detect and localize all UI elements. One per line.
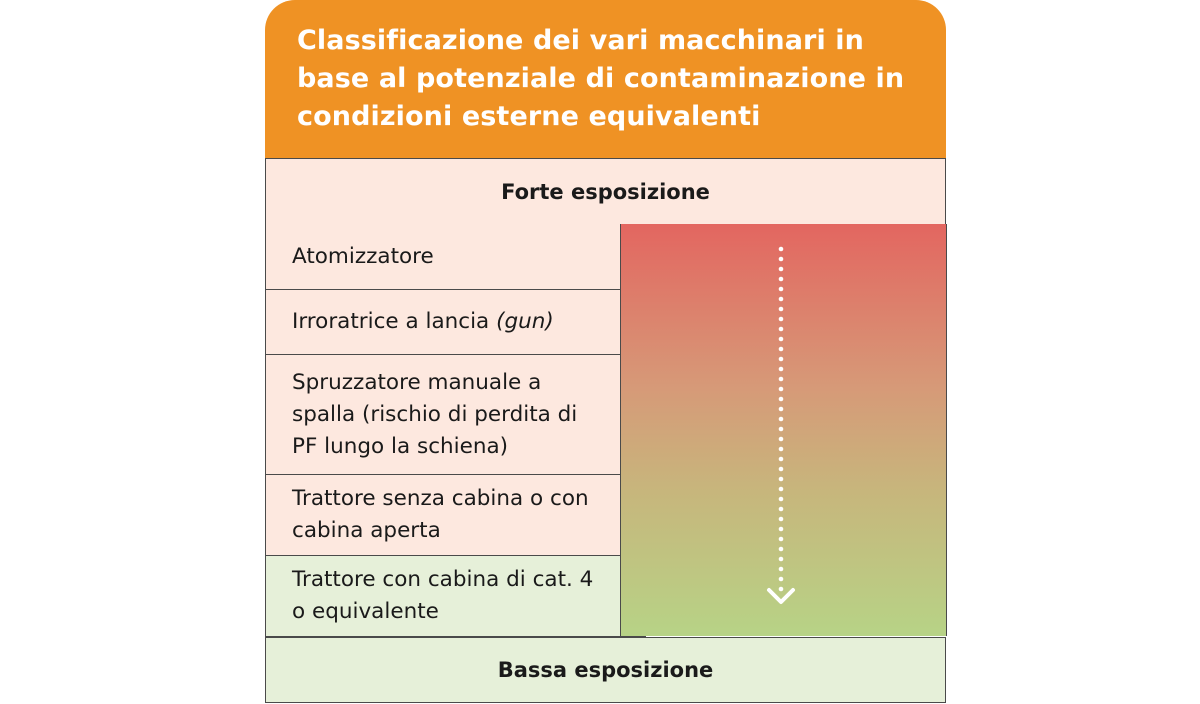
exposure-gradient-panel (620, 224, 947, 636)
card-title: Classificazione dei vari macchinari in base al potenziale di contaminazione in condizioni esterne equivalenti (297, 25, 905, 132)
exposure-classification-card (265, 0, 946, 704)
card-header (265, 0, 946, 158)
machinery-item-trattore-con-cabina (265, 556, 646, 637)
dotted-down-arrow-icon (621, 224, 946, 636)
machinery-item-italic: (gun) (496, 309, 554, 334)
machinery-item-label: Atomizzatore (292, 243, 434, 269)
high-exposure-label: Forte esposizione (265, 158, 946, 225)
machinery-item-label: Spruzzatore manuale a spalla (rischio di perdita di PF lungo la schiena) (292, 369, 578, 459)
machinery-item-trattore-senza-cabina (265, 475, 646, 556)
machinery-item-label: Irroratrice a lancia (292, 309, 497, 334)
machinery-item-irroratrice (265, 290, 646, 355)
machinery-item-label: Trattore con cabina di cat. 4 o equivalente (292, 567, 594, 624)
machinery-item-atomizzatore (265, 224, 646, 290)
exposure-table (265, 158, 946, 704)
low-exposure-label: Bassa esposizione (265, 637, 946, 703)
machinery-item-label: Trattore senza cabina o con cabina aperta (292, 486, 589, 543)
machinery-item-spruzzatore (265, 355, 646, 475)
